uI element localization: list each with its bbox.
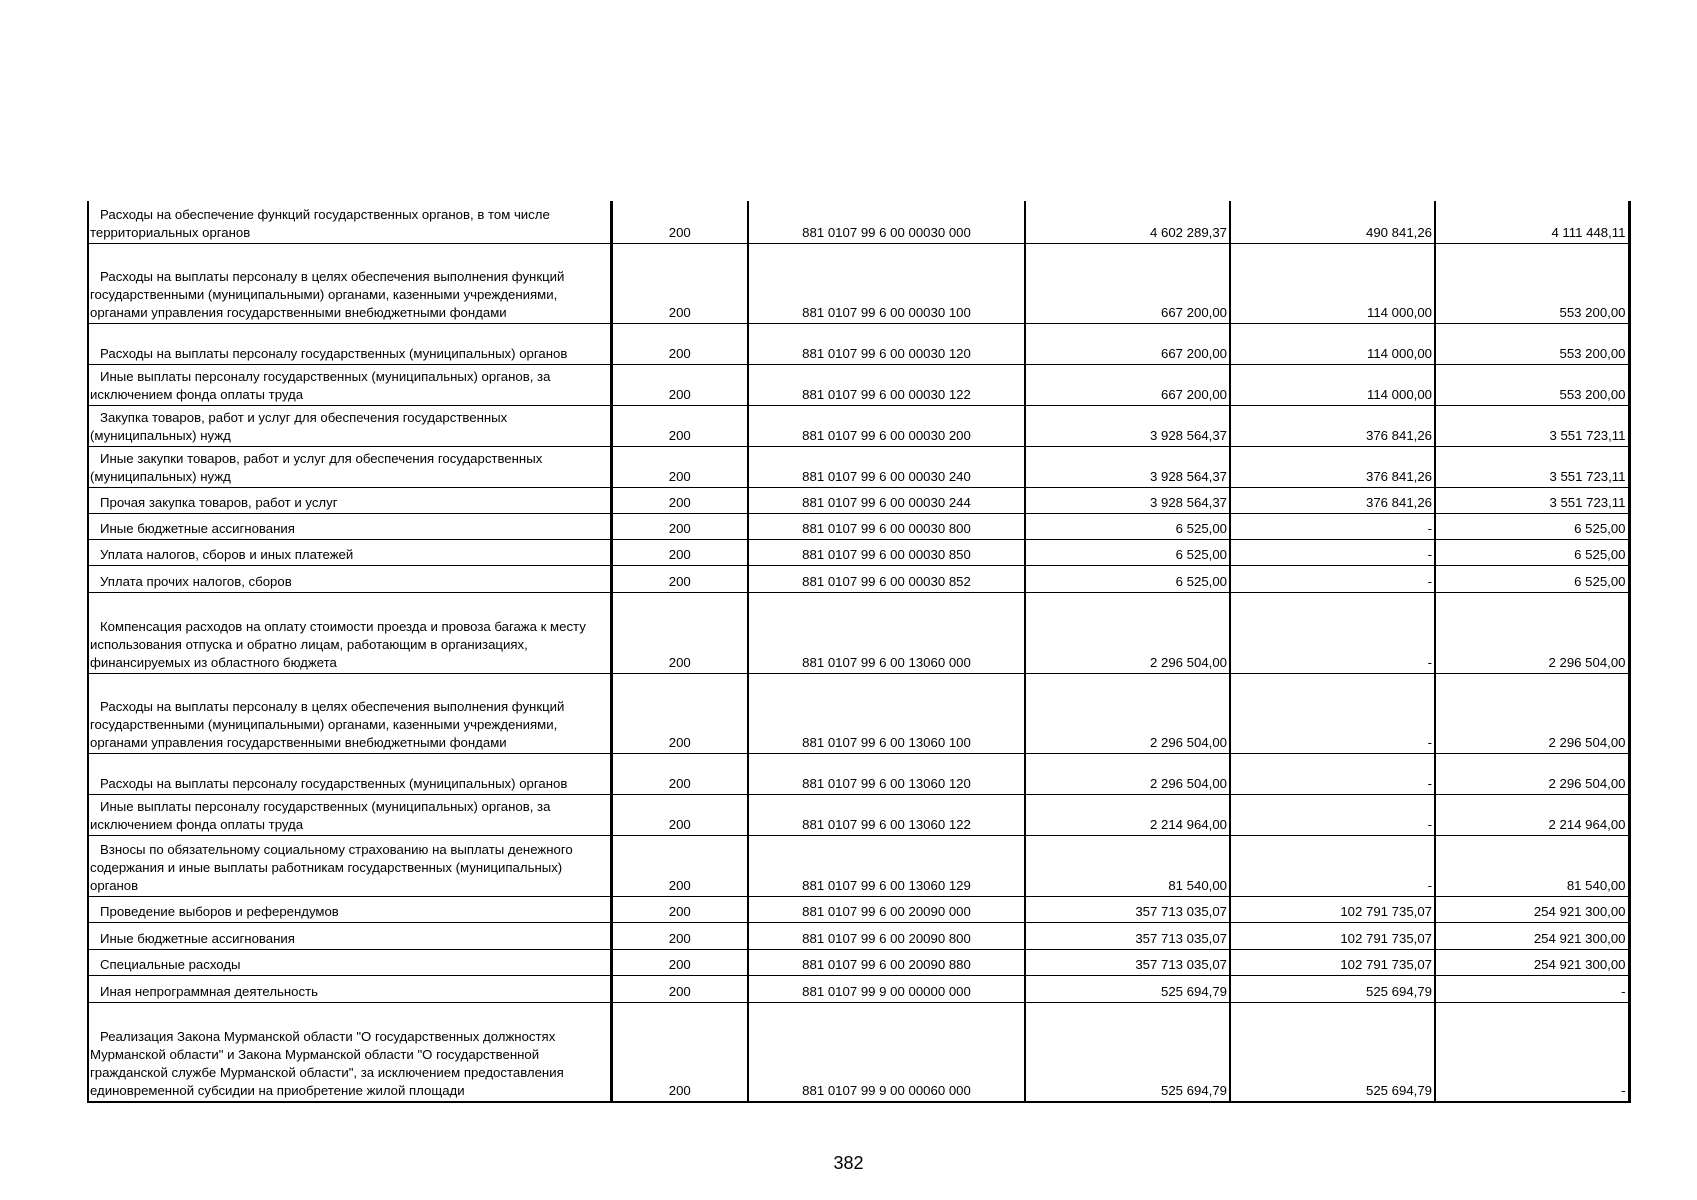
row-executed-amount: 114 000,00 xyxy=(1230,323,1435,364)
row-approved-amount: 525 694,79 xyxy=(1025,1002,1230,1102)
row-line-code: 200 xyxy=(611,592,748,673)
table-row xyxy=(88,513,1629,539)
row-name xyxy=(88,753,611,794)
row-name xyxy=(88,201,611,243)
table-row xyxy=(88,835,1629,896)
row-approved-amount: 3 928 564,37 xyxy=(1025,405,1230,446)
row-approved-amount: 667 200,00 xyxy=(1025,243,1230,323)
row-name xyxy=(88,565,611,592)
table-row xyxy=(88,323,1629,364)
row-name-text: Уплата налогов, сборов и иных платежей xyxy=(100,546,354,562)
row-budget-code: 881 0107 99 9 00 00000 000 xyxy=(748,975,1025,1002)
row-unexecuted-amount: 553 200,00 xyxy=(1435,364,1629,405)
row-name-text: Расходы на выплаты персоналу государственных (муниципальных) органов xyxy=(100,345,568,361)
row-name-text: Проведение выборов и референдумов xyxy=(100,903,339,919)
row-executed-amount: - xyxy=(1230,753,1435,794)
row-unexecuted-amount: 2 214 964,00 xyxy=(1435,794,1629,835)
row-approved-amount: 357 713 035,07 xyxy=(1025,949,1230,975)
row-executed-amount: 114 000,00 xyxy=(1230,364,1435,405)
row-executed-amount: 490 841,26 xyxy=(1230,201,1435,243)
row-line-code: 200 xyxy=(611,364,748,405)
row-unexecuted-amount: 4 111 448,11 xyxy=(1435,201,1629,243)
row-name xyxy=(88,835,611,896)
row-budget-code: 881 0107 99 6 00 00030 100 xyxy=(748,243,1025,323)
row-executed-amount: - xyxy=(1230,565,1435,592)
row-budget-code: 881 0107 99 6 00 13060 120 xyxy=(748,753,1025,794)
row-name-text: Закупка товаров, работ и услуг для обеспечения государственных (муниципальных) нужд xyxy=(90,409,508,443)
row-name xyxy=(88,673,611,753)
row-name xyxy=(88,592,611,673)
row-approved-amount: 81 540,00 xyxy=(1025,835,1230,896)
page-number: 382 xyxy=(833,1153,864,1173)
row-approved-amount: 2 296 504,00 xyxy=(1025,592,1230,673)
row-approved-amount: 3 928 564,37 xyxy=(1025,446,1230,487)
row-budget-code: 881 0107 99 6 00 00030 852 xyxy=(748,565,1025,592)
row-name-text: Иные бюджетные ассигнования xyxy=(100,520,295,536)
row-name-text: Специальные расходы xyxy=(100,956,241,972)
table-row xyxy=(88,592,1629,673)
table-row xyxy=(88,243,1629,323)
row-unexecuted-amount: 6 525,00 xyxy=(1435,539,1629,565)
row-line-code: 200 xyxy=(611,896,748,922)
row-approved-amount: 2 214 964,00 xyxy=(1025,794,1230,835)
row-unexecuted-amount: 254 921 300,00 xyxy=(1435,922,1629,949)
row-unexecuted-amount: 2 296 504,00 xyxy=(1435,673,1629,753)
row-executed-amount: 376 841,26 xyxy=(1230,405,1435,446)
row-name-text: Уплата прочих налогов, сборов xyxy=(100,573,292,589)
row-line-code: 200 xyxy=(611,201,748,243)
row-approved-amount: 3 928 564,37 xyxy=(1025,487,1230,513)
row-name-text: Взносы по обязательному социальному страхованию на выплаты денежного содержания и иные выплаты работникам государственных (муниципальных) органов xyxy=(90,841,573,893)
row-line-code: 200 xyxy=(611,487,748,513)
table-row xyxy=(88,975,1629,1002)
row-unexecuted-amount: 254 921 300,00 xyxy=(1435,896,1629,922)
row-name xyxy=(88,364,611,405)
row-budget-code: 881 0107 99 6 00 13060 000 xyxy=(748,592,1025,673)
row-name xyxy=(88,539,611,565)
row-budget-code: 881 0107 99 6 00 00030 122 xyxy=(748,364,1025,405)
row-budget-code: 881 0107 99 6 00 13060 100 xyxy=(748,673,1025,753)
row-budget-code: 881 0107 99 6 00 20090 800 xyxy=(748,922,1025,949)
row-budget-code: 881 0107 99 9 00 00060 000 xyxy=(748,1002,1025,1102)
row-name xyxy=(88,896,611,922)
row-line-code: 200 xyxy=(611,922,748,949)
row-name xyxy=(88,323,611,364)
row-approved-amount: 2 296 504,00 xyxy=(1025,673,1230,753)
table-row xyxy=(88,201,1629,243)
row-executed-amount: 376 841,26 xyxy=(1230,487,1435,513)
row-unexecuted-amount: 2 296 504,00 xyxy=(1435,592,1629,673)
row-unexecuted-amount: 3 551 723,11 xyxy=(1435,446,1629,487)
row-line-code: 200 xyxy=(611,835,748,896)
row-executed-amount: 376 841,26 xyxy=(1230,446,1435,487)
row-budget-code: 881 0107 99 6 00 20090 880 xyxy=(748,949,1025,975)
row-unexecuted-amount: 553 200,00 xyxy=(1435,243,1629,323)
row-executed-amount: 102 791 735,07 xyxy=(1230,896,1435,922)
row-executed-amount: 525 694,79 xyxy=(1230,975,1435,1002)
row-line-code: 200 xyxy=(611,753,748,794)
row-budget-code: 881 0107 99 6 00 00030 200 xyxy=(748,405,1025,446)
row-executed-amount: - xyxy=(1230,794,1435,835)
row-unexecuted-amount: 254 921 300,00 xyxy=(1435,949,1629,975)
row-line-code: 200 xyxy=(611,539,748,565)
row-line-code: 200 xyxy=(611,513,748,539)
row-budget-code: 881 0107 99 6 00 00030 000 xyxy=(748,201,1025,243)
row-name xyxy=(88,405,611,446)
table-row xyxy=(88,1002,1629,1102)
table-row xyxy=(88,949,1629,975)
row-unexecuted-amount: 3 551 723,11 xyxy=(1435,487,1629,513)
row-executed-amount: 525 694,79 xyxy=(1230,1002,1435,1102)
row-name-text: Иные выплаты персоналу государственных (муниципальных) органов, за исключением фонда оплаты труда xyxy=(90,368,551,402)
row-executed-amount: 102 791 735,07 xyxy=(1230,922,1435,949)
row-line-code: 200 xyxy=(611,794,748,835)
table-row xyxy=(88,794,1629,835)
row-executed-amount: - xyxy=(1230,673,1435,753)
row-name-text: Компенсация расходов на оплату стоимости проезда и провоза багажа к месту использования отпуска и обратно лицам, работающим в организациях, финансируемых из областного бюджета xyxy=(90,618,586,670)
row-name-text: Расходы на выплаты персоналу государственных (муниципальных) органов xyxy=(100,775,568,791)
row-line-code: 200 xyxy=(611,673,748,753)
row-approved-amount: 6 525,00 xyxy=(1025,513,1230,539)
row-name xyxy=(88,513,611,539)
row-line-code: 200 xyxy=(611,565,748,592)
row-approved-amount: 2 296 504,00 xyxy=(1025,753,1230,794)
row-name-text: Прочая закупка товаров, работ и услуг xyxy=(100,494,338,510)
row-name-text: Иные бюджетные ассигнования xyxy=(100,930,295,946)
row-line-code: 200 xyxy=(611,405,748,446)
row-name xyxy=(88,1002,611,1102)
table-row xyxy=(88,446,1629,487)
row-name-text: Иная непрограммная деятельность xyxy=(100,983,319,999)
row-name-text: Расходы на выплаты персоналу в целях обеспечения выполнения функций государственными (муниципальными) органами, казенными учреждениями, органами управления государственными внебюджетными фондами xyxy=(90,698,565,750)
table-row xyxy=(88,364,1629,405)
row-line-code: 200 xyxy=(611,1002,748,1102)
row-approved-amount: 4 602 289,37 xyxy=(1025,201,1230,243)
row-name xyxy=(88,446,611,487)
row-unexecuted-amount: 2 296 504,00 xyxy=(1435,753,1629,794)
row-name xyxy=(88,922,611,949)
row-executed-amount: - xyxy=(1230,539,1435,565)
row-approved-amount: 6 525,00 xyxy=(1025,565,1230,592)
budget-table xyxy=(87,201,1631,1103)
row-approved-amount: 667 200,00 xyxy=(1025,364,1230,405)
row-budget-code: 881 0107 99 6 00 00030 120 xyxy=(748,323,1025,364)
row-unexecuted-amount: - xyxy=(1435,975,1629,1002)
row-line-code: 200 xyxy=(611,323,748,364)
row-approved-amount: 357 713 035,07 xyxy=(1025,896,1230,922)
row-unexecuted-amount: - xyxy=(1435,1002,1629,1102)
row-executed-amount: 102 791 735,07 xyxy=(1230,949,1435,975)
row-name-text: Иные закупки товаров, работ и услуг для обеспечения государственных (муниципальных) нужд xyxy=(90,450,543,484)
row-name-text: Иные выплаты персоналу государственных (муниципальных) органов, за исключением фонда оплаты труда xyxy=(90,798,551,832)
row-budget-code: 881 0107 99 6 00 00030 244 xyxy=(748,487,1025,513)
row-budget-code: 881 0107 99 6 00 13060 122 xyxy=(748,794,1025,835)
row-line-code: 200 xyxy=(611,975,748,1002)
budget-table-body xyxy=(88,201,1629,1102)
row-budget-code: 881 0107 99 6 00 00030 850 xyxy=(748,539,1025,565)
row-unexecuted-amount: 6 525,00 xyxy=(1435,513,1629,539)
row-line-code: 200 xyxy=(611,243,748,323)
table-row xyxy=(88,539,1629,565)
row-approved-amount: 525 694,79 xyxy=(1025,975,1230,1002)
row-unexecuted-amount: 81 540,00 xyxy=(1435,835,1629,896)
table-row xyxy=(88,753,1629,794)
row-name-text: Реализация Закона Мурманской области "О государственных должностях Мурманской области" и Закона Мурманской области "О государственной гражданской службе Мурманской области", за исключением предоставления единовременной субсидии на приобретение жилой площади xyxy=(90,1029,564,1098)
row-name xyxy=(88,975,611,1002)
row-name xyxy=(88,949,611,975)
row-approved-amount: 6 525,00 xyxy=(1025,539,1230,565)
row-executed-amount: 114 000,00 xyxy=(1230,243,1435,323)
table-row xyxy=(88,673,1629,753)
table-row xyxy=(88,922,1629,949)
row-budget-code: 881 0107 99 6 00 20090 000 xyxy=(748,896,1025,922)
table-row xyxy=(88,405,1629,446)
row-unexecuted-amount: 6 525,00 xyxy=(1435,565,1629,592)
row-name-text: Расходы на обеспечение функций государственных органов, в том числе территориальных органов xyxy=(90,206,550,240)
row-executed-amount: - xyxy=(1230,513,1435,539)
row-budget-code: 881 0107 99 6 00 13060 129 xyxy=(748,835,1025,896)
row-line-code: 200 xyxy=(611,446,748,487)
row-approved-amount: 357 713 035,07 xyxy=(1025,922,1230,949)
row-unexecuted-amount: 553 200,00 xyxy=(1435,323,1629,364)
row-executed-amount: - xyxy=(1230,592,1435,673)
table-row xyxy=(88,896,1629,922)
row-name xyxy=(88,487,611,513)
row-name xyxy=(88,794,611,835)
row-line-code: 200 xyxy=(611,949,748,975)
row-budget-code: 881 0107 99 6 00 00030 240 xyxy=(748,446,1025,487)
row-unexecuted-amount: 3 551 723,11 xyxy=(1435,405,1629,446)
row-name-text: Расходы на выплаты персоналу в целях обеспечения выполнения функций государственными (муниципальными) органами, казенными учреждениями, органами управления государственными внебюджетными фондами xyxy=(90,268,565,320)
row-executed-amount: - xyxy=(1230,835,1435,896)
row-name xyxy=(88,243,611,323)
table-row xyxy=(88,487,1629,513)
row-approved-amount: 667 200,00 xyxy=(1025,323,1230,364)
row-budget-code: 881 0107 99 6 00 00030 800 xyxy=(748,513,1025,539)
table-row xyxy=(88,565,1629,592)
